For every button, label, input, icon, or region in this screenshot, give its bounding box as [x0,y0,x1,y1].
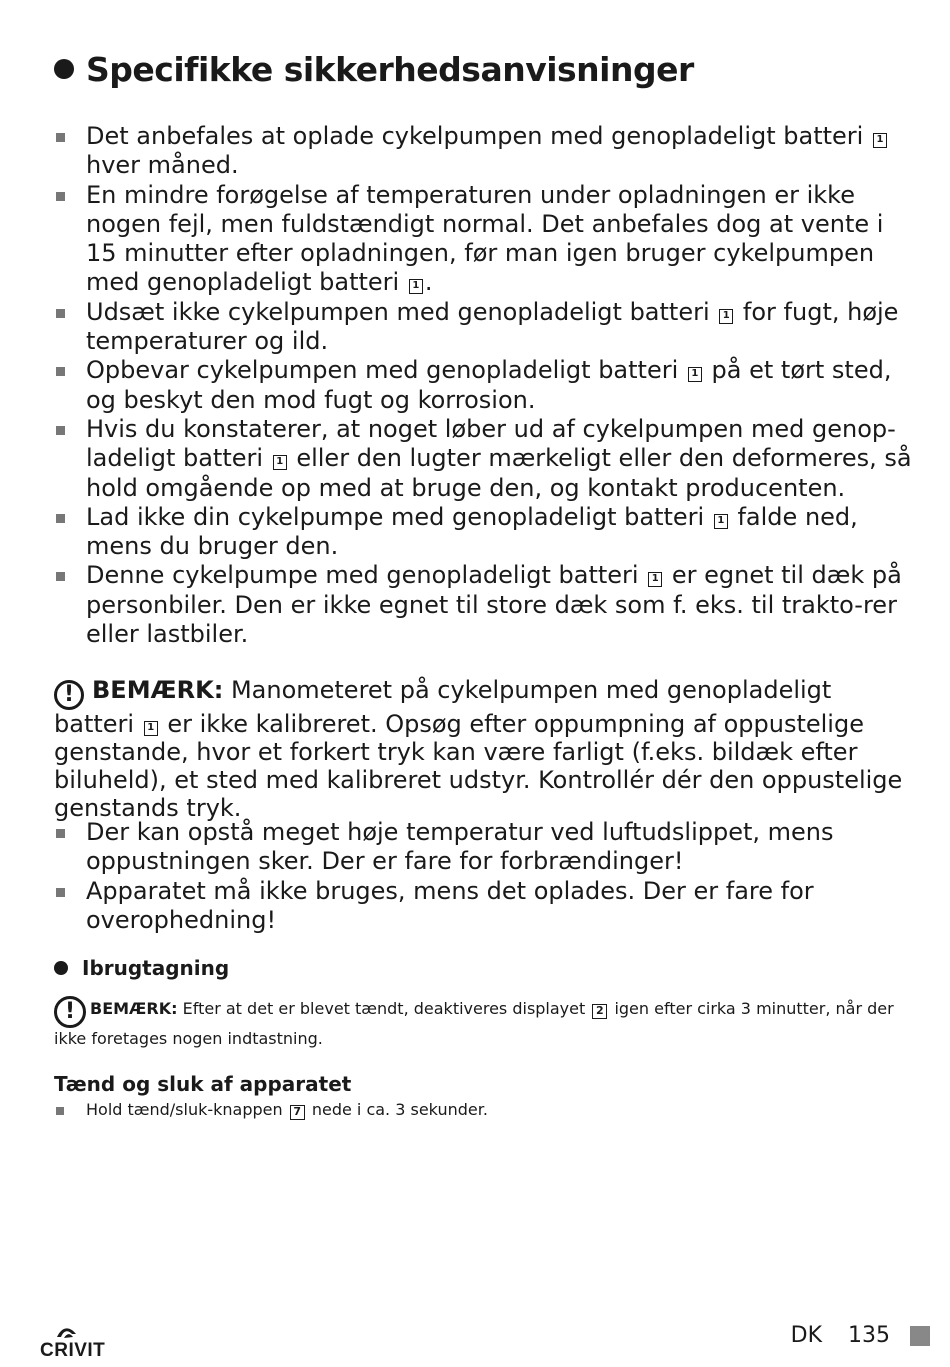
list-item: En mindre forøgelse af temperaturen under opladningen er ikke nogen fejl, men fuldstændigt normal. Det anbefales dog at vente i 15 minutter efter opladningen, før man igen bruger cykelpumpen med genopladeligt batteri 1 . [54,181,914,298]
section-heading: Specifikke sikkerhedsanvisninger [54,50,694,89]
part-ref-badge: 1 [648,572,662,587]
exclamation-icon: ! [54,680,84,710]
note-label: BEMÆRK: [90,999,178,1018]
part-ref-badge: 1 [719,309,733,324]
part-ref-badge: 1 [144,721,158,736]
logo-text: CRIVIT [40,1340,106,1361]
list-item: Apparatet må ikke bruges, mens det oplades. Der er fare for overophedning! [54,877,914,936]
power-list [54,1100,914,1120]
list-item: Udsæt ikke cykelpumpen med genopladeligt batteri 1 for fugt, høje temperaturer og ild. [54,298,914,357]
list-item: Hvis du konstaterer, at noget løber ud af cykelpumpen med genop-ladeligt batteri 1 eller den lugter mærkeligt eller den deformeres, så hold omgående op med at bruge den, og kontakt producenten. [54,415,914,503]
list-item: Det anbefales at oplade cykelpumpen med genopladeligt batteri 1 hver måned. [54,122,914,181]
part-ref-badge: 1 [273,455,287,470]
logo-swoosh-icon [40,1324,80,1340]
part-ref-badge: 7 [290,1105,305,1120]
page-number: 135 [848,1323,890,1348]
part-ref-badge: 1 [688,367,702,382]
list-item: Hold tænd/sluk-knappen 7 nede i ca. 3 sekunder. [54,1100,914,1120]
part-ref-badge: 1 [409,279,423,294]
list-item: Denne cykelpumpe med genopladeligt batteri 1 er egnet til dæk på personbiler. Den er ikke egnet til store dæk som f. eks. til trakto-rer eller lastbiler. [54,561,914,649]
page-footer [791,1323,930,1348]
note-list [54,818,914,935]
language-code: DK [790,1323,822,1348]
note-block-small: ! BEMÆRK: Efter at det er blevet tændt, deaktiveres displayet 2 igen efter cirka 3 minutter, når der ikke foretages nogen indtastning. [54,996,914,1050]
heading-bullet-icon [54,59,74,79]
subsection-heading: Tænd og sluk af apparatet [54,1072,352,1096]
heading-bullet-icon [54,961,68,975]
note-label: BEMÆRK: [92,676,224,704]
part-ref-badge: 1 [714,514,728,529]
list-item: Der kan opstå meget høje temperatur ved luftudslippet, mens oppustningen sker. Der er fare for forbrændinger! [54,818,914,877]
section-heading-ibrugtagning: Ibrugtagning [54,956,229,980]
list-item: Lad ikke din cykelpumpe med genopladeligt batteri 1 falde ned, mens du bruger den. [54,503,914,562]
part-ref-badge: 2 [592,1004,607,1019]
exclamation-icon: ! [54,996,86,1028]
page-marker-icon [910,1326,930,1346]
part-ref-badge: 1 [873,133,887,148]
safety-list [54,122,914,649]
brand-logo [40,1324,105,1360]
list-item: Opbevar cykelpumpen med genopladeligt batteri 1 på et tørt sted, og beskyt den mod fugt og korrosion. [54,356,914,415]
note-block: ! BEMÆRK: Manometeret på cykelpumpen med genopladeligt batteri 1 er ikke kalibreret. Opsøg efter oppumpning af oppustelige genstande, hvor et forkert tryk kan være farligt (f.eks. bildæk efter biluheld), et sted med kalibreret udstyr. Kontrollér dér den oppustelige genstands tryk. [54,676,903,822]
